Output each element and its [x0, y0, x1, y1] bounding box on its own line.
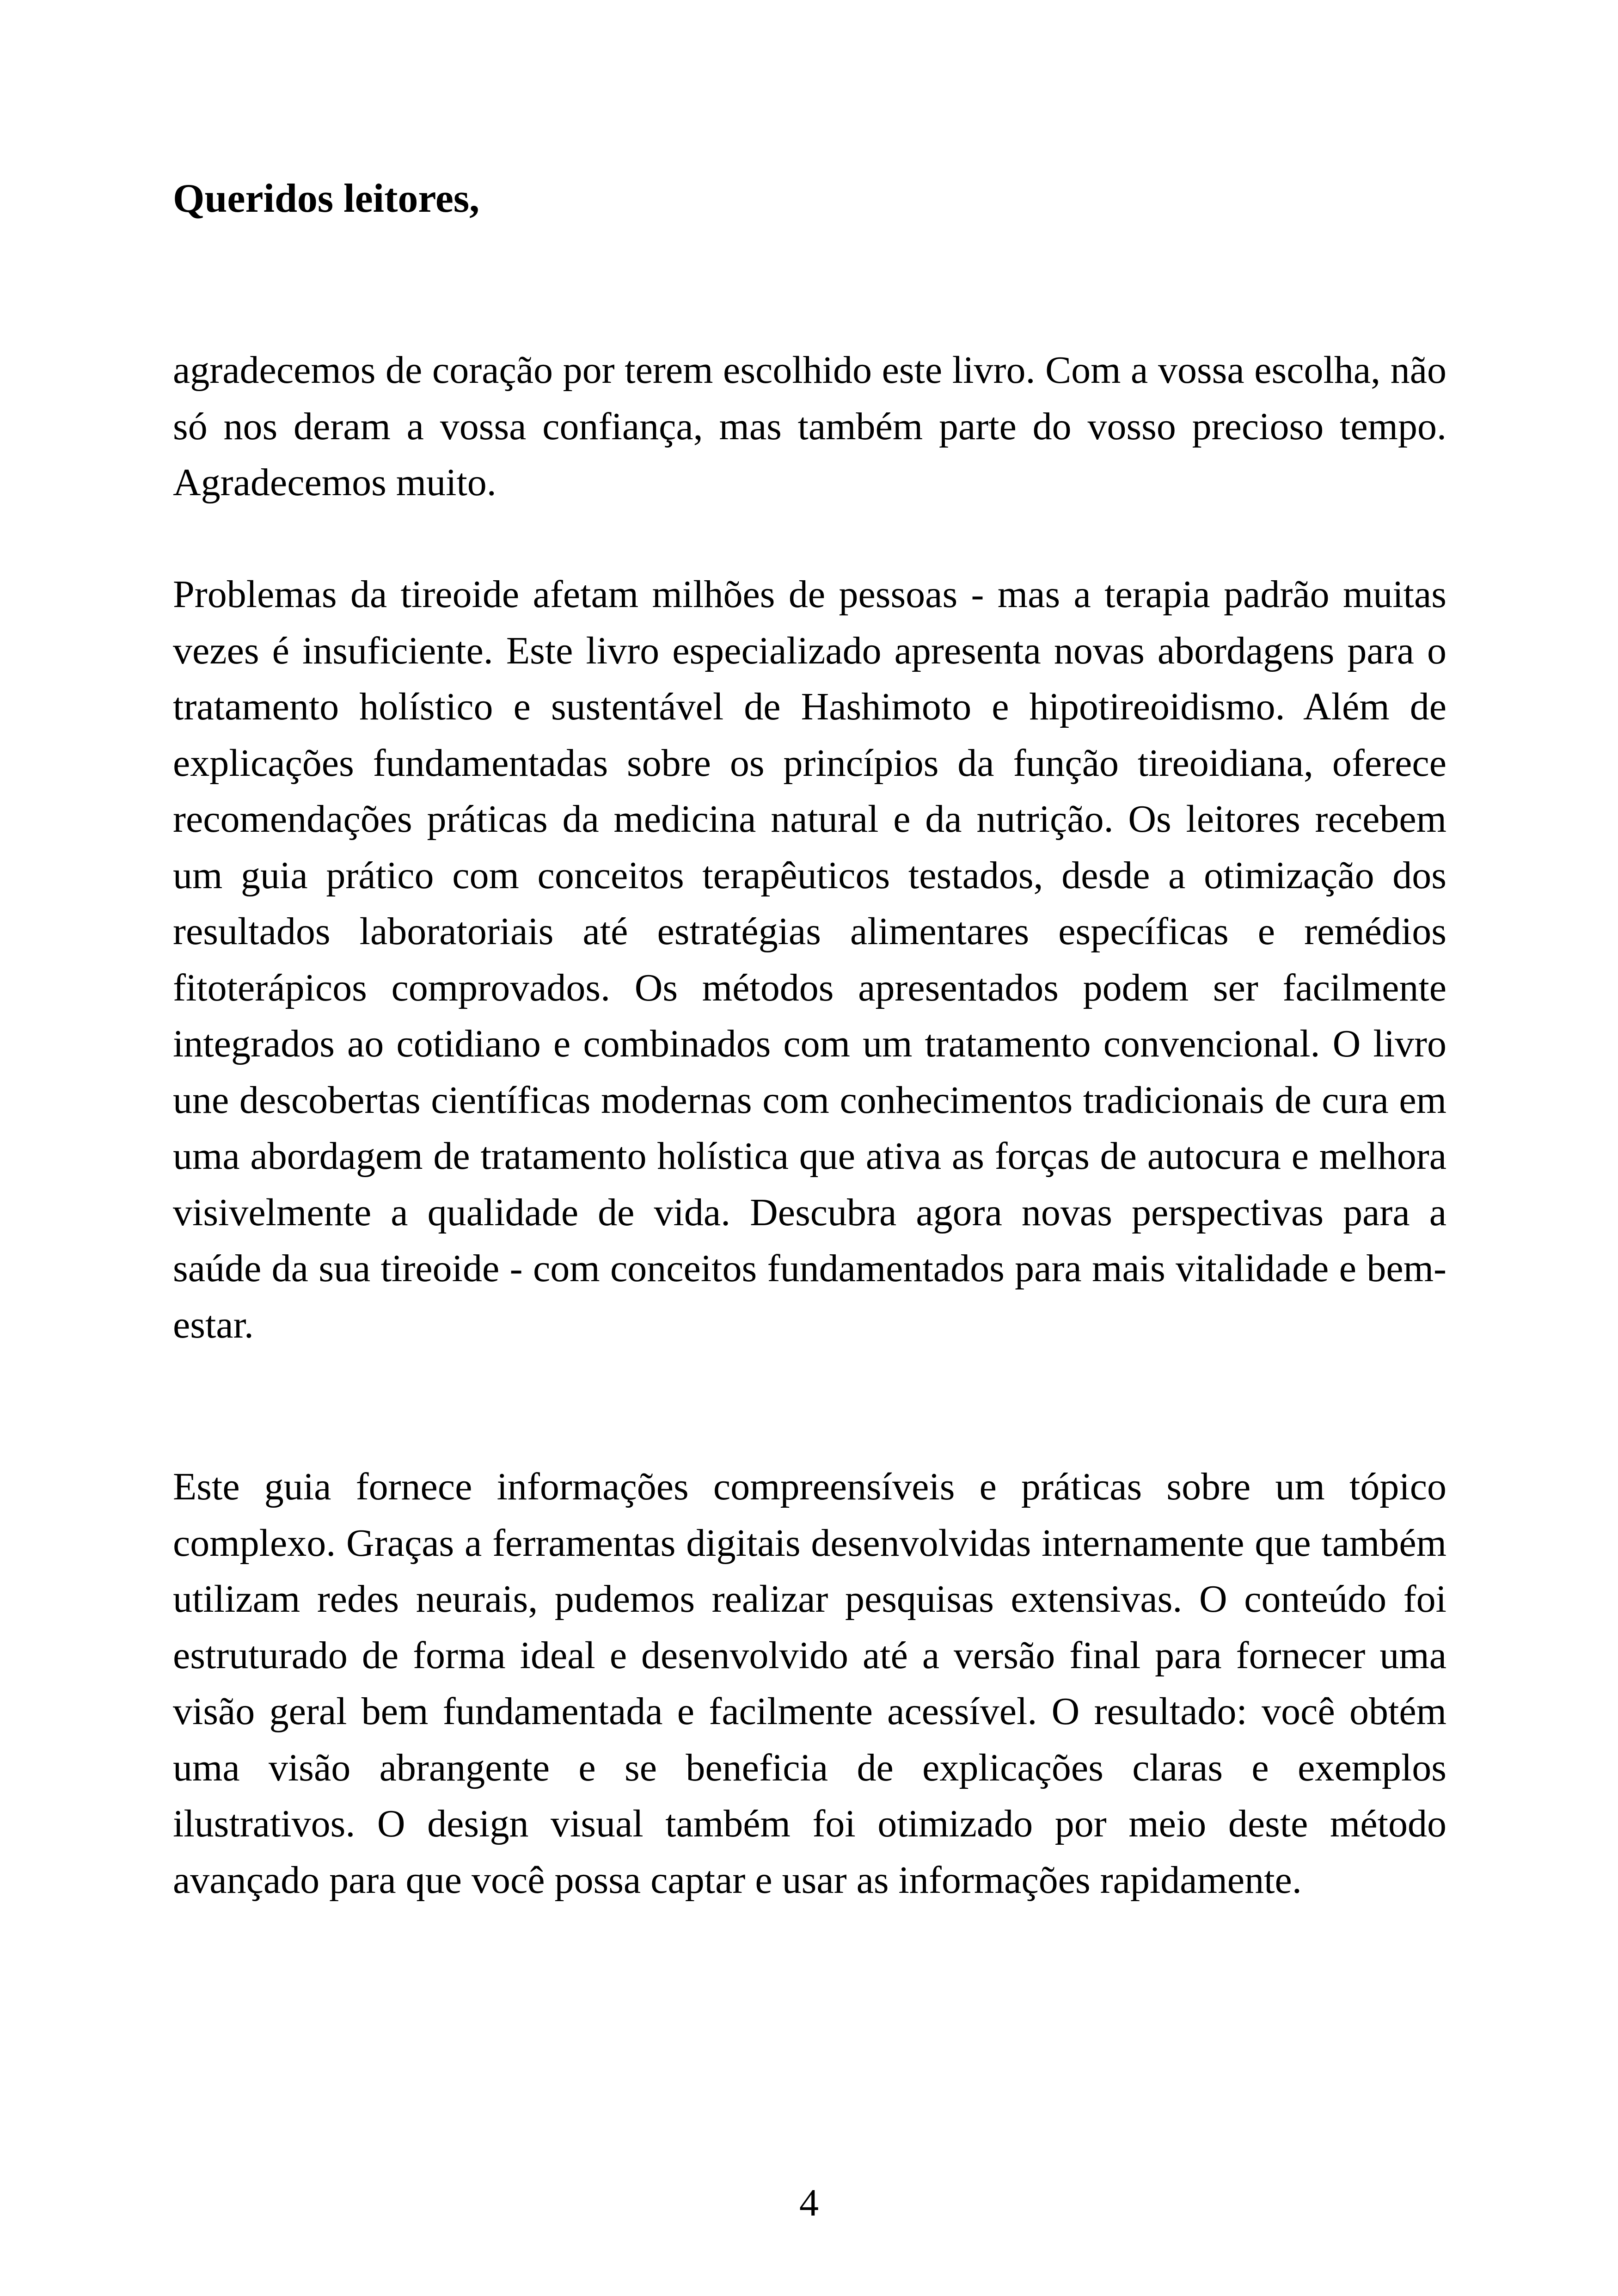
paragraph-thyroid-book-description: Problemas da tireoide afetam milhões de pessoas - mas a terapia padrão muitas vezes é insuficiente. Este livro especializado apresenta novas abordagens para o tratamento holístico e sustentável de Hashimoto e hipotireoidismo. Além de explicações fundamentadas sobre os princípios da função tireoidiana, oferece recomendações práticas da medicina natural e da nutrição. Os leitores recebem um guia prático com conceitos terapêuticos testados, desde a otimização dos resultados laboratoriais até estratégias alimentares específicas e remédios fitoterápicos comprovados. Os métodos apresentados podem ser facilmente integrados ao cotidiano e combinados com um tratamento convencional. O livro une descobertas científicas modernas com conhecimentos tradicionais de cura em uma abordagem de tratamento holística que ativa as forças de autocura e melhora visivelmente a qualidade de vida. Descubra agora novas perspectivas para a saúde da sua tireoide - com conceitos fundamentados para mais vitalidade e bem-estar. [173, 573, 1446, 1346]
paragraph-guide-method: Este guia fornece informações compreensíveis e práticas sobre um tópico complexo. Graças a ferramentas digitais desenvolvidas internamente que também utilizam redes neurais, pudemos realizar pesquisas extensivas. O conteúdo foi estruturado de forma ideal e desenvolvido até a versão final para fornecer uma visão geral bem fundamentada e facilmente acessível. O resultado: você obtém uma visão abrangente e se beneficia de explicações claras e exemplos ilustrativos. O design visual também foi otimizado por meio deste método avançado para que você possa captar e usar as informações rapidamente. [173, 1465, 1446, 1902]
salutation-heading: Queridos leitores, [173, 176, 480, 221]
paragraph-thanks: agradecemos de coração por terem escolhido este livro. Com a vossa escolha, não só nos deram a vossa confiança, mas também parte do vosso precioso tempo. Agradecemos muito. [173, 349, 1446, 504]
page-number: 4 [799, 2181, 819, 2224]
